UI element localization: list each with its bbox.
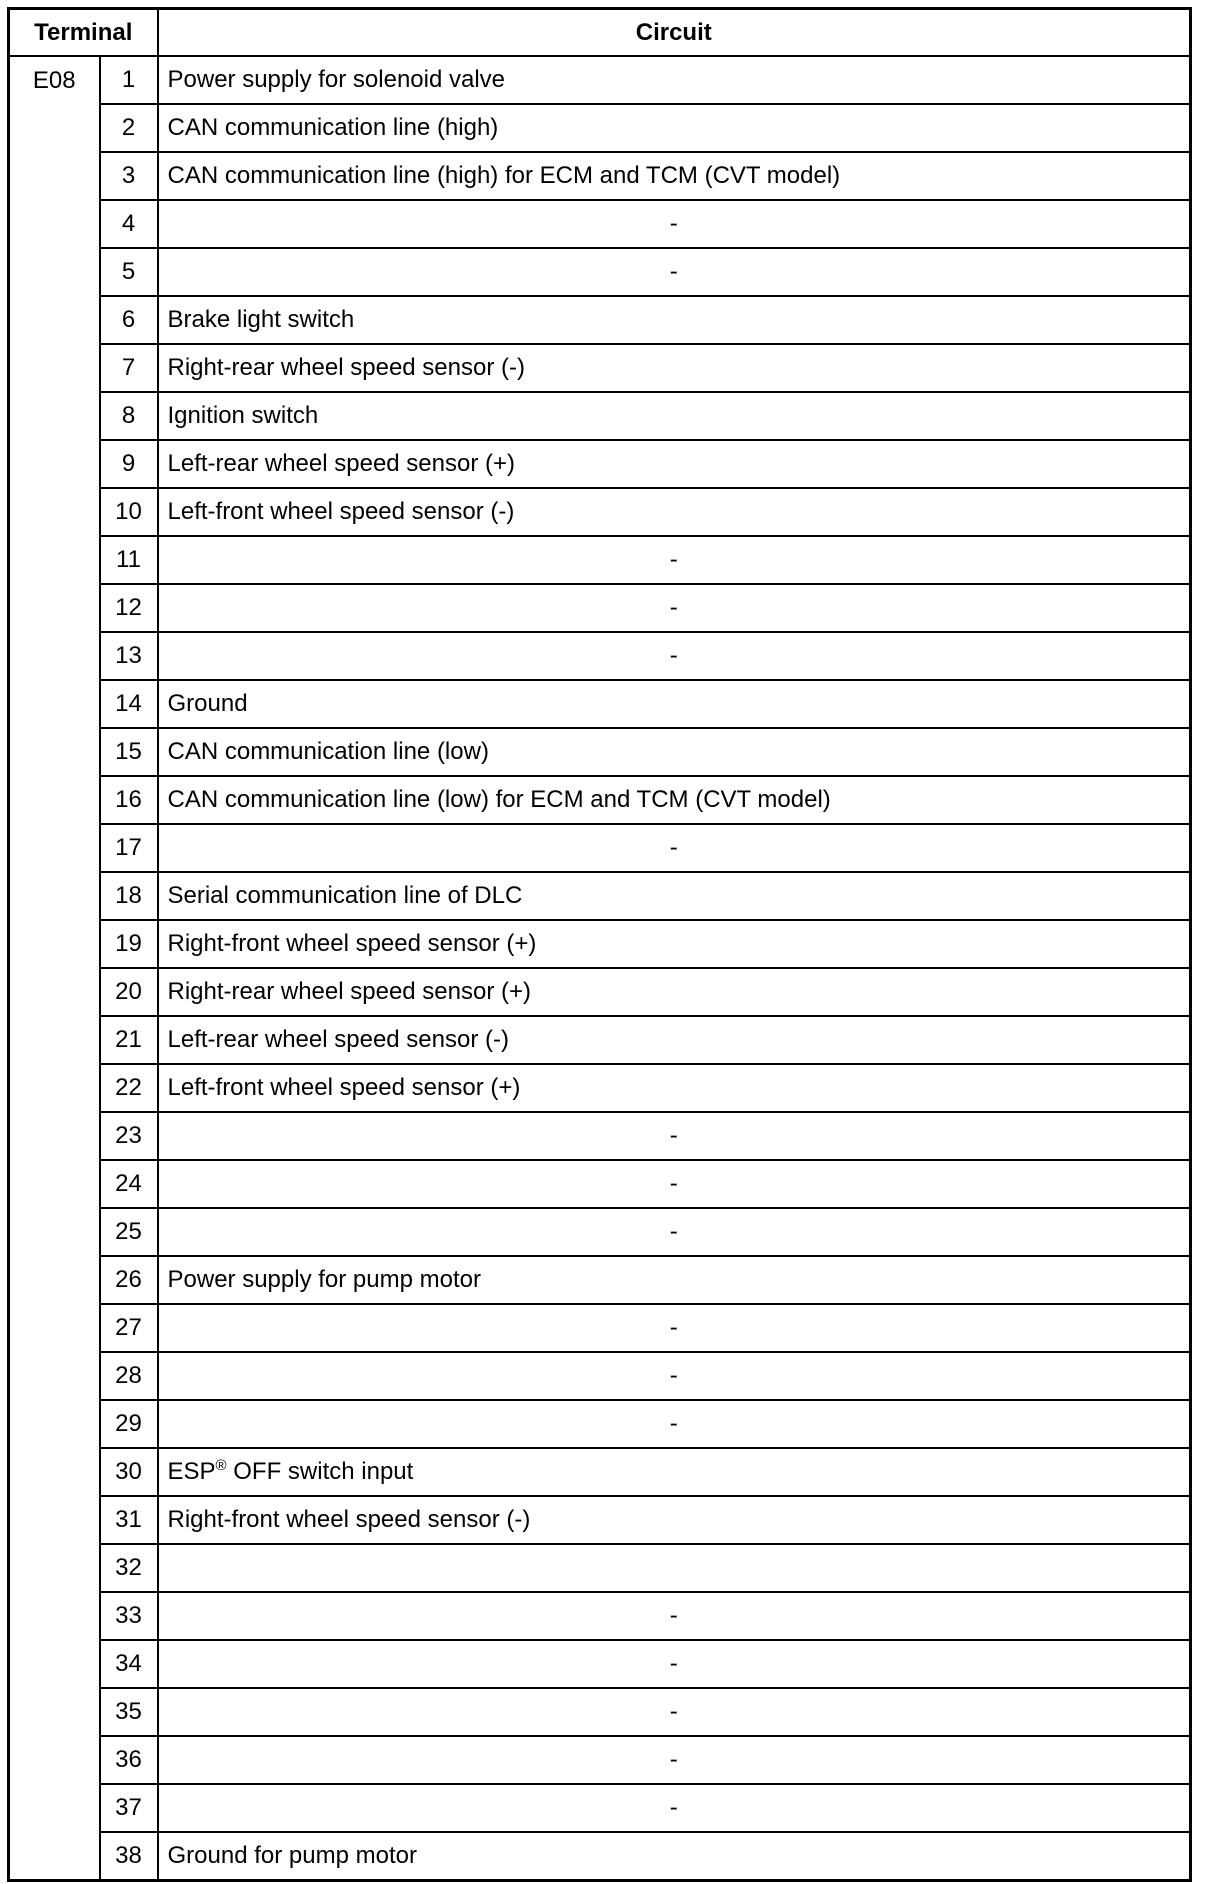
table-row [9, 104, 1191, 152]
table-row [9, 1592, 1191, 1640]
circuit-description: - [158, 1592, 1191, 1640]
circuit-description: Left-rear wheel speed sensor (-) [158, 1016, 1191, 1064]
circuit-description: Ground for pump motor [158, 1832, 1191, 1881]
pin-number: 4 [100, 200, 158, 248]
pin-number: 20 [100, 968, 158, 1016]
table-row [9, 824, 1191, 872]
circuit-description: CAN communication line (low) [158, 728, 1191, 776]
pin-number: 28 [100, 1352, 158, 1400]
pin-number: 12 [100, 584, 158, 632]
circuit-description: Serial communication line of DLC [158, 872, 1191, 920]
circuit-description: CAN communication line (high) for ECM and TCM (CVT model) [158, 152, 1191, 200]
table-row [9, 1304, 1191, 1352]
pin-number: 10 [100, 488, 158, 536]
pin-number: 29 [100, 1400, 158, 1448]
pin-number: 19 [100, 920, 158, 968]
pin-number: 1 [100, 56, 158, 104]
pin-number: 16 [100, 776, 158, 824]
pin-number: 38 [100, 1832, 158, 1881]
circuit-description: Left-rear wheel speed sensor (+) [158, 440, 1191, 488]
circuit-description: - [158, 1784, 1191, 1832]
pin-number: 18 [100, 872, 158, 920]
table-row [9, 632, 1191, 680]
table-row [9, 1016, 1191, 1064]
pin-number: 8 [100, 392, 158, 440]
circuit-description: Left-front wheel speed sensor (-) [158, 488, 1191, 536]
table-row [9, 680, 1191, 728]
circuit-description: - [158, 1112, 1191, 1160]
table-row [9, 536, 1191, 584]
table-row [9, 1640, 1191, 1688]
circuit-description: Right-front wheel speed sensor (+) [158, 920, 1191, 968]
table-row [9, 56, 1191, 104]
pin-number: 36 [100, 1736, 158, 1784]
registered-mark: ® [215, 1457, 227, 1474]
circuit-description: Ground [158, 680, 1191, 728]
circuit-description: Right-front wheel speed sensor (-) [158, 1496, 1191, 1544]
circuit-description: Power supply for solenoid valve [158, 56, 1191, 104]
table-row [9, 920, 1191, 968]
table-row [9, 872, 1191, 920]
table-row [9, 440, 1191, 488]
pin-number: 3 [100, 152, 158, 200]
circuit-description: - [158, 1688, 1191, 1736]
pin-number: 15 [100, 728, 158, 776]
circuit-text: ESP [167, 1458, 216, 1485]
pin-number: 2 [100, 104, 158, 152]
circuit-description: Ignition switch [158, 392, 1191, 440]
circuit-text-suffix: OFF switch input [226, 1458, 414, 1485]
circuit-description: - [158, 248, 1191, 296]
pin-number: 33 [100, 1592, 158, 1640]
table-row [9, 584, 1191, 632]
circuit-description [158, 1448, 1191, 1496]
circuit-description: - [158, 1160, 1191, 1208]
circuit-description: Left-front wheel speed sensor (+) [158, 1064, 1191, 1112]
circuit-description: Right-rear wheel speed sensor (-) [158, 344, 1191, 392]
pin-number: 30 [100, 1448, 158, 1496]
table-row [9, 1544, 1191, 1592]
pin-number: 37 [100, 1784, 158, 1832]
table-row [9, 152, 1191, 200]
circuit-description: CAN communication line (low) for ECM and TCM (CVT model) [158, 776, 1191, 824]
circuit-description: - [158, 1352, 1191, 1400]
circuit-description: - [158, 824, 1191, 872]
pin-number: 11 [100, 536, 158, 584]
pin-number: 14 [100, 680, 158, 728]
pin-number: 13 [100, 632, 158, 680]
circuit-description: - [158, 584, 1191, 632]
pin-number: 5 [100, 248, 158, 296]
table-row [9, 1736, 1191, 1784]
table-row [9, 1400, 1191, 1448]
table-row [9, 1208, 1191, 1256]
pin-number: 27 [100, 1304, 158, 1352]
pin-number: 25 [100, 1208, 158, 1256]
table-row [9, 344, 1191, 392]
pin-number: 35 [100, 1688, 158, 1736]
table-row [9, 200, 1191, 248]
circuit-description: - [158, 1304, 1191, 1352]
circuit-description: Brake light switch [158, 296, 1191, 344]
pin-number: 21 [100, 1016, 158, 1064]
table-row [9, 968, 1191, 1016]
terminal-circuit-table [7, 7, 1192, 1882]
table-body [9, 9, 1191, 1881]
table-row [9, 296, 1191, 344]
connector-id: E08 [9, 56, 100, 1881]
table-row [9, 1160, 1191, 1208]
table-row [9, 1832, 1191, 1881]
circuit-description: - [158, 200, 1191, 248]
circuit-description: - [158, 536, 1191, 584]
circuit-description [158, 1544, 1191, 1592]
table-row [9, 1256, 1191, 1304]
table-row [9, 488, 1191, 536]
pin-number: 9 [100, 440, 158, 488]
table-row [9, 1352, 1191, 1400]
pin-number: 26 [100, 1256, 158, 1304]
pin-number: 34 [100, 1640, 158, 1688]
table-row [9, 1496, 1191, 1544]
pin-number: 23 [100, 1112, 158, 1160]
circuit-description: - [158, 1208, 1191, 1256]
pin-number: 32 [100, 1544, 158, 1592]
circuit-description: Power supply for pump motor [158, 1256, 1191, 1304]
header-row [9, 9, 1191, 57]
circuit-description: - [158, 1736, 1191, 1784]
table-row [9, 248, 1191, 296]
circuit-description: - [158, 632, 1191, 680]
pin-number: 17 [100, 824, 158, 872]
pin-number: 6 [100, 296, 158, 344]
table-row [9, 392, 1191, 440]
table-row [9, 776, 1191, 824]
terminal-header: Terminal [9, 9, 158, 57]
table-row [9, 728, 1191, 776]
table-row [9, 1784, 1191, 1832]
pin-number: 31 [100, 1496, 158, 1544]
circuit-header: Circuit [158, 9, 1191, 57]
table-row [9, 1064, 1191, 1112]
pin-number: 22 [100, 1064, 158, 1112]
pin-number: 24 [100, 1160, 158, 1208]
pin-number: 7 [100, 344, 158, 392]
table-row [9, 1688, 1191, 1736]
table-row [9, 1448, 1191, 1496]
table-row [9, 1112, 1191, 1160]
circuit-description: CAN communication line (high) [158, 104, 1191, 152]
circuit-description: - [158, 1640, 1191, 1688]
circuit-description: - [158, 1400, 1191, 1448]
circuit-description: Right-rear wheel speed sensor (+) [158, 968, 1191, 1016]
